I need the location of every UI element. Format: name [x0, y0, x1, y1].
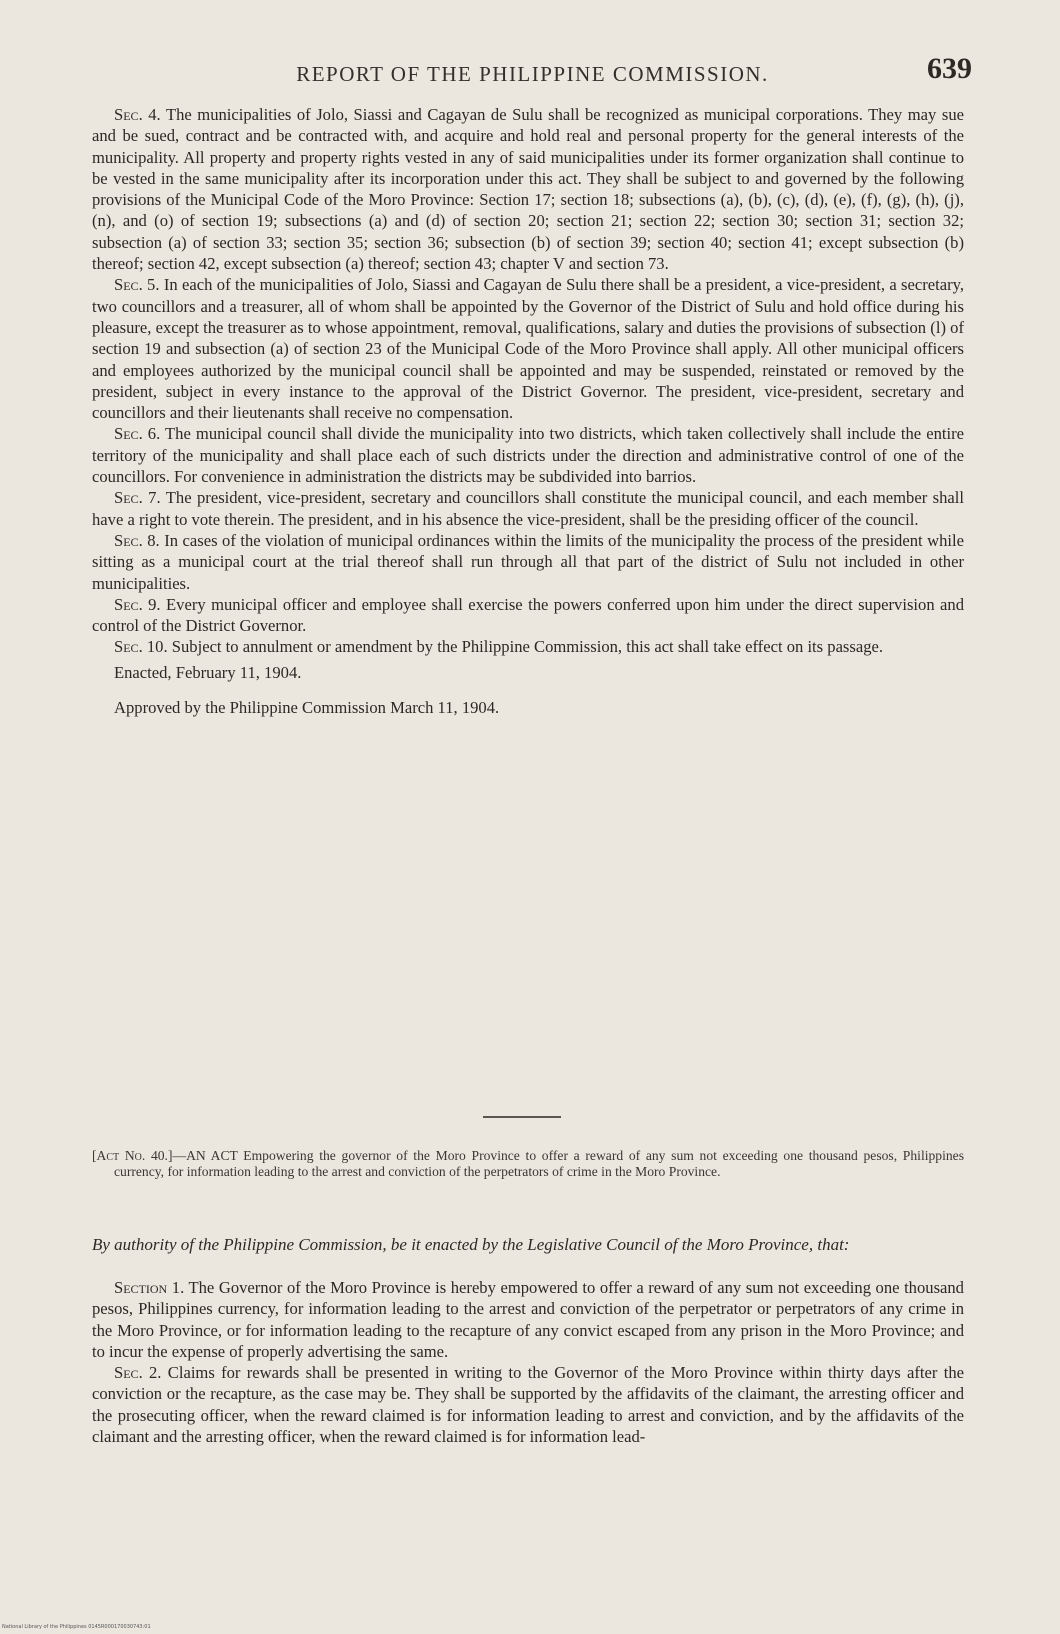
act-40-body: [92, 1277, 964, 1447]
section-9: [92, 594, 964, 637]
section-text: The municipalities of Jolo, Siassi and Cagayan de Sulu shall be recognized as municipal corporations. They may sue and be sued, contract and be contracted with, and acquire and hold real and personal property for the general interests of the municipality. All property and property rights vested in any of said municipalities under its former organization shall continue to be vested in the same municipality after its incorporation under this act. They shall be subject to and governed by the following provisions of the Municipal Code of the Moro Province: Section 17; section 18; subsections (a), (b), (c), (d), (e), (f), (g), (h), (j), (n), and (o) of section 19; subsections (a) and (d) of section 20; section 21; section 22; section 30; section 31; section 32; subsection (a) of section 33; section 35; section 36; subsection (b) of section 39; section 40; section 41; except subsection (b) thereof; section 42, except subsection (a) thereof; section 43; chapter V and section 73.: [92, 105, 964, 274]
page-number: 639: [927, 52, 972, 85]
page-header: [85, 52, 980, 92]
section-label: Sec. 2.: [114, 1363, 162, 1383]
section-4: [92, 104, 964, 274]
section-label: Sec. 10.: [114, 637, 168, 657]
section-label: Section 1.: [114, 1278, 185, 1297]
act-number: [Act No. 40.]: [92, 1148, 173, 1163]
section-5: [92, 274, 964, 423]
section-text: The municipal council shall divide the municipality into two districts, which taken collectively shall include the entire territory of the municipality and shall place each of such districts under the direction and administrative control of one of the councillors. For convenience in administration the districts may be subdivided into barrios.: [92, 424, 964, 487]
section-text: Every municipal officer and employee shall exercise the powers conferred upon him under the direct supervision and control of the District Governor.: [92, 594, 965, 636]
enacted-date: Enacted, February 11, 1904.: [114, 662, 302, 682]
section-10: [92, 636, 964, 657]
section-text: The Governor of the Moro Province is hereby empowered to offer a reward of any sum not exceeding one thousand pesos, Philippines currency, for information leading to the arrest and conviction of the perpetrator or perpetrators of any crime in the Moro Province, or for information leading to the recapture of any convict escaped from any prison in the Moro Province; and to incur the expense of properly advertising the same.: [92, 1278, 964, 1361]
section-divider: [483, 1116, 561, 1118]
section-text: Subject to annulment or amendment by the Philippine Commission, this act shall take effect on its passage.: [171, 637, 884, 657]
section-text: In cases of the violation of municipal ordinances within the limits of the municipality the process of the president while sitting as a municipal court at the trial thereof shall run through all that part of the district of Sulu not included in other municipalities.: [92, 530, 964, 593]
section-text: In each of the municipalities of Jolo, Siassi and Cagayan de Sulu there shall be a president, a vice-president, a secretary, two councillors and a treasurer, all of whom shall be appointed by the Governor of the District of Sulu and hold office during his pleasure, except the treasurer as to whose appointment, removal, qualifications, salary and duties the provisions of subsection (l) of section 19 and subsection (a) of section 23 of the Municipal Code of the Moro Province shall apply. All other municipal officers and employees authorized by the municipal council shall be appointed and may be suspended, reinstated or removed by the president, subject in every instance to the approval of the District Governor. The president, vice-president, secretary and councillors and their lieutenants shall receive no compensation.: [92, 275, 964, 423]
section-7: [92, 487, 964, 530]
act-section-1: [92, 1277, 964, 1362]
approved-date: Approved by the Philippine Commission March 11, 1904.: [114, 698, 500, 718]
section-8: [92, 530, 964, 594]
section-text: Claims for rewards shall be presented in writing to the Governor of the Moro Province within thirty days after the conviction or the recapture, as the case may be. They shall be supported by the affidavits of the claimant, the arresting officer and the prosecuting officer, when the reward claimed is for information leading to arrest and conviction, and by the affidavits of the claimant and the arresting officer, when the reward claimed is for information lead-: [92, 1363, 964, 1447]
enacting-clause: By authority of the Philippine Commission, be it enacted by the Legislative Council of the Moro Province, that:: [92, 1235, 850, 1254]
section-label: Sec. 8.: [114, 530, 160, 550]
running-title: REPORT OF THE PHILIPPINE COMMISSION.: [296, 62, 769, 86]
section-text: The president, vice-president, secretary and councillors shall constitute the municipal council, and each member shall have a right to vote therein. The president, and in his absence the vice-president, shall be the presiding officer of the council.: [92, 488, 965, 529]
section-label: Sec. 7.: [114, 488, 161, 508]
section-label: Sec. 5.: [114, 275, 160, 295]
act-title: —AN ACT Empowering the governor of the Moro Province to offer a reward of any sum not exceeding one thousand pesos, Philippines currency, for information leading to the arrest and conviction of the perpetrators of crime in the Moro Province.: [114, 1148, 964, 1179]
scan-footer-note: National Library of the Philippines 0145R000170030743:01: [2, 1624, 151, 1630]
section-6: [92, 423, 964, 487]
section-label: Sec. 9.: [114, 594, 161, 614]
act-section-2: [92, 1362, 964, 1447]
section-label: Sec. 6.: [114, 424, 161, 444]
act-heading: [92, 1148, 964, 1179]
section-label: Sec. 4.: [114, 105, 161, 124]
act-body-continued: [92, 104, 964, 718]
